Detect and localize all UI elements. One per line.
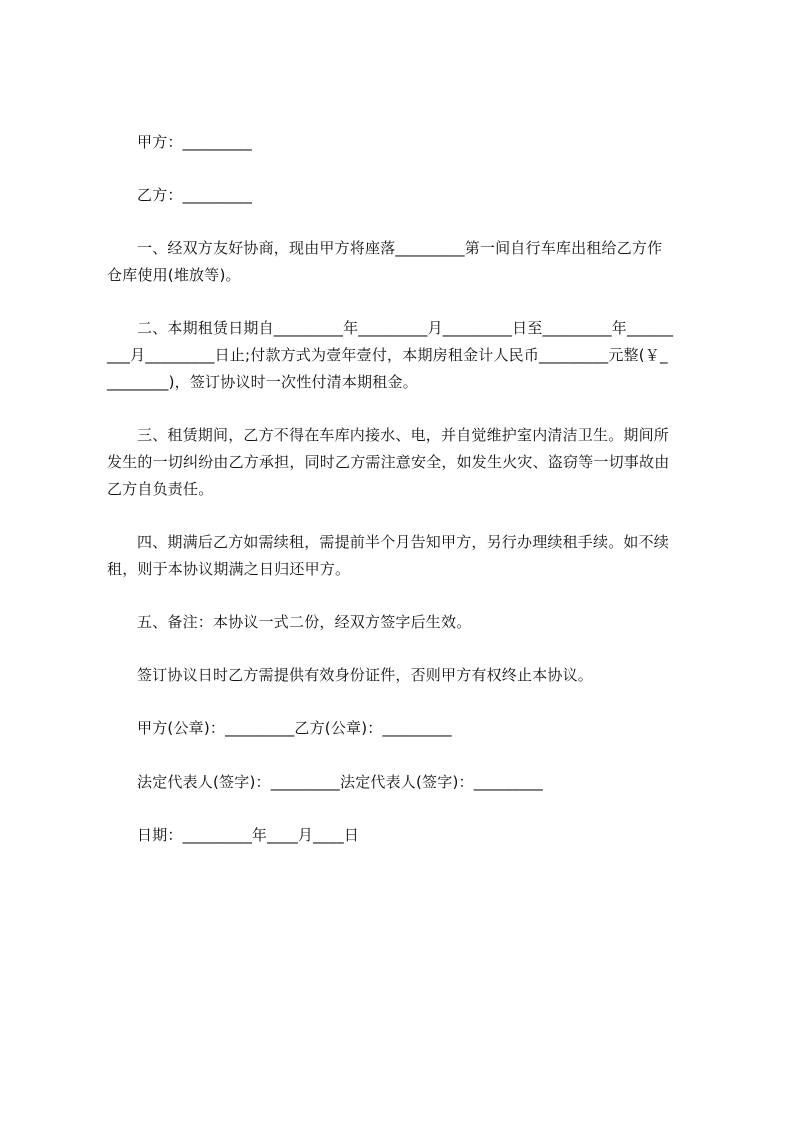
date-line: 日期：_________年____月____日	[137, 826, 360, 844]
party-a-line: 甲方：_________	[137, 133, 252, 151]
clause-2-line-1: 二、本期租赁日期自_________年_________月_________日至_________年______	[137, 319, 674, 337]
seal-line: 甲方(公章)：_________乙方(公章)：_________	[137, 719, 452, 737]
representative-signature-line: 法定代表人(签字)：_________法定代表人(签字)：_________	[137, 773, 544, 791]
party-b-line: 乙方：_________	[137, 186, 252, 204]
clause-3-line-2: 发生的一切纠纷由乙方承担，同时乙方需注意安全，如发生火灾、盗窃等一切事故由	[107, 453, 670, 471]
clause-2-line-2: ___月_________日止;付款方式为壹年壹付，本期房租金计人民币_________元整(￥_	[107, 346, 668, 364]
id-requirement-note: 签订协议日时乙方需提供有效身份证件，否则甲方有权终止本协议。	[137, 666, 594, 684]
clause-1-line-2: 仓库使用(堆放等)。	[107, 266, 241, 284]
clause-3-line-3: 乙方自负责任。	[107, 480, 214, 498]
clause-1-line-1: 一、经双方友好协商，现由甲方将座落_________第一间自行车库出租给乙方作	[137, 239, 663, 257]
clause-4-line-2: 租，则于本协议期满之日归还甲方。	[107, 560, 351, 578]
clause-5-line: 五、备注：本协议一式二份，经双方签字后生效。	[137, 613, 472, 631]
clause-2-line-3: ________)，签订协议时一次性付清本期租金。	[107, 373, 418, 391]
clause-3-line-1: 三、租赁期间，乙方不得在车库内接水、电，并自觉维护室内清洁卫生。期间所	[137, 426, 670, 444]
clause-4-line-1: 四、期满后乙方如需续租，需提前半个月告知甲方，另行办理续租手续。如不续	[137, 533, 670, 551]
